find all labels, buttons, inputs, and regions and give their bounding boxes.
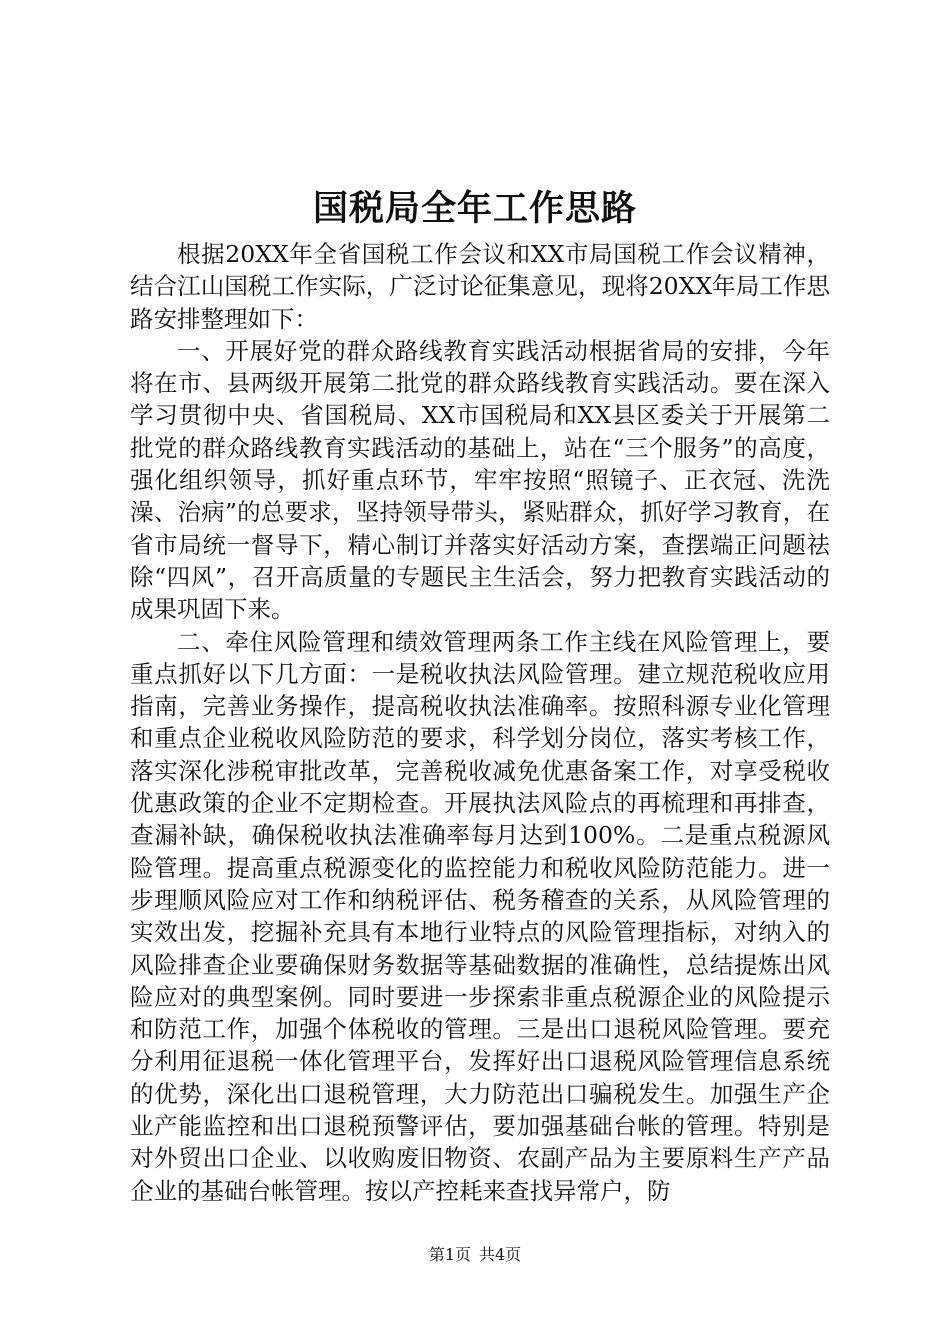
paragraph-section-two: 二、牵住风险管理和绩效管理两条工作主线在风险管理上，要重点抓好以下几方面：一是税收执法风险管理。建立规范税收应用指南，完善业务操作，提高税收执法准确率。按照科源专业化管理和重点企业税收风险防范的要求，科学划分岗位，落实考核工作，落实深化涉税审批改革，完善税收减免优惠备案工作，对享受税收优惠政策的企业不定期检查。开展执法风险点的再梳理和再排查，查漏补缺，确保税收执法准确率每月达到100%。二是重点税源风险管理。提高重点税源变化的监控能力和税收风险防范能力。进一步理顺风险应对工作和纳税评估、税务稽查的关系，从风险管理的实效出发，挖掘补充具有本地行业特点的风险管理指标，对纳入的风险排查企业要确保财务数据等基础数据的准确性，总结提炼出风险应对的典型案例。同时要进一步探索非重点税源企业的风险提示和防范工作，加强个体税收的管理。三是出口退税风险管理。要充分利用征退税一体化管理平台，发挥好出口退税风险管理信息系统的优势，深化出口退税管理，大力防范出口骗税发生。加强生产企业产能监控和出口退税预警评估，要加强基础台帐的管理。特别是对外贸出口企业、以收购废旧物资、农副产品为主要原料生产产品企业的基础台帐管理。按以产控耗来查找异常户，防 bbox=[130, 627, 830, 1205]
page-total: 共4页 bbox=[479, 1245, 522, 1264]
page-number: 第1页 bbox=[428, 1245, 471, 1264]
document-title: 国税局全年工作思路 bbox=[312, 188, 637, 229]
document-body bbox=[130, 238, 830, 1207]
page-footer bbox=[0, 1244, 950, 1266]
paragraph-section-one: 一、开展好党的群众路线教育实践活动根据省局的安排，今年将在市、县两级开展第二批党的群众路线教育实践活动。要在深入学习贯彻中央、省国税局、XX市国税局和XX县区委关于开展第二批党的群众路线教育实践活动的基础上，站在“三个服务”的高度，强化组织领导，抓好重点环节，牢牢按照“照镜子、正衣冠、洗洗澡、治病”的总要求，坚持领导带头，紧贴群众，抓好学习教育，在省市局统一督导下，精心制订并落实好活动方案，查摆端正问题祛除“四风”，召开高质量的专题民主生活会，努力把教育实践活动的成果巩固下来。 bbox=[130, 336, 830, 624]
paragraph-intro: 根据20XX年全省国税工作会议和XX市局国税工作会议精神，结合江山国税工作实际，广泛讨论征集意见，现将20XX年局工作思路安排整理如下： bbox=[130, 240, 830, 333]
